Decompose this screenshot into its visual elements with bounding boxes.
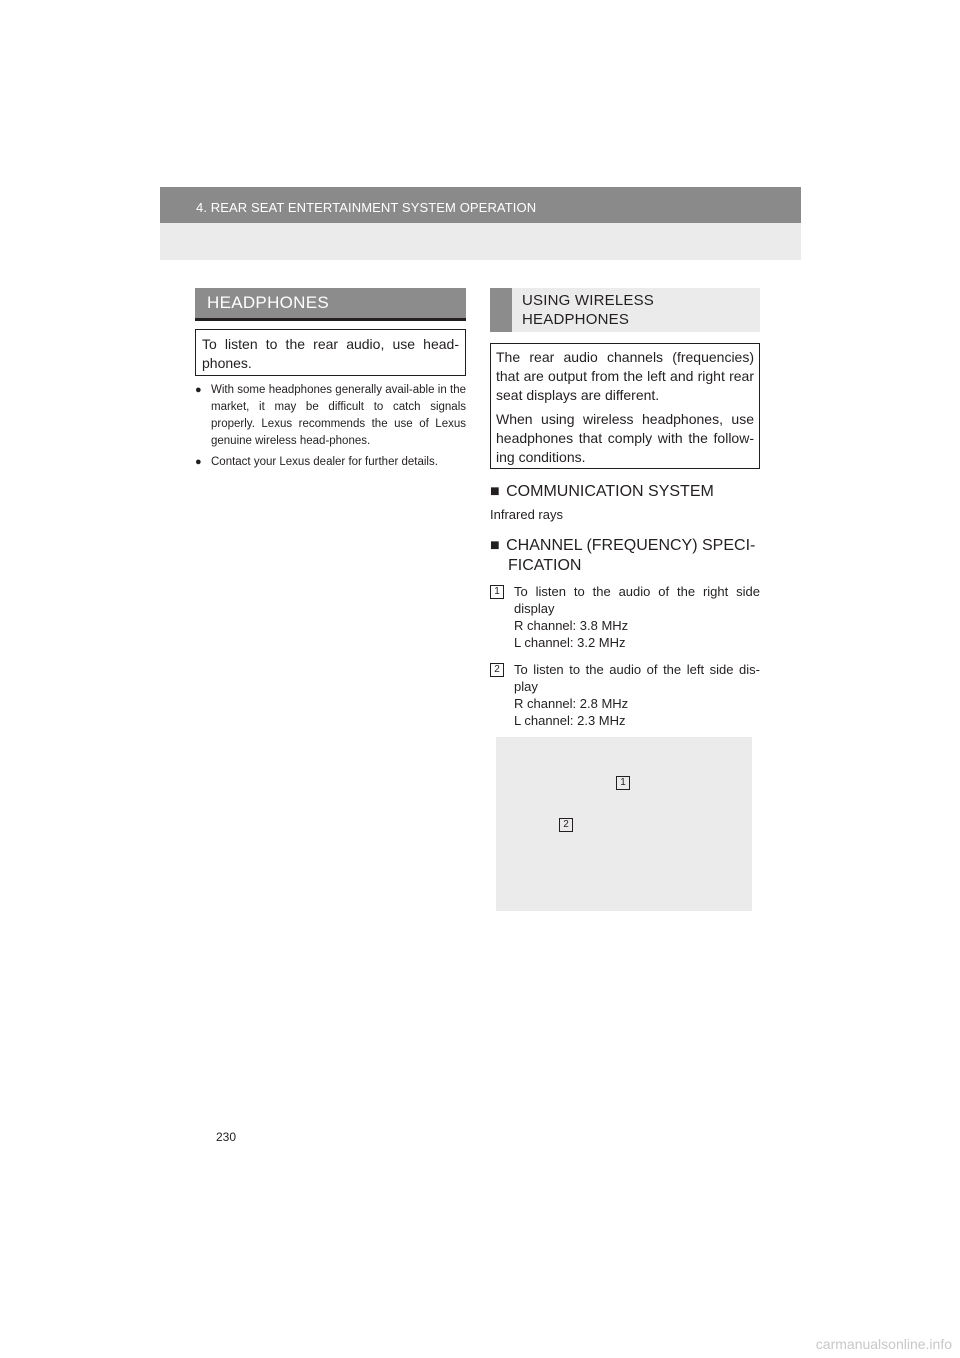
intro-paragraph-2: When using wireless headphones, use headphones that comply with the follow-ing conditions. [496, 411, 754, 465]
bullet-icon: ● [195, 384, 202, 396]
heading-accent-bar [490, 288, 512, 332]
channel-item-1 [490, 583, 760, 651]
heading-line-2: HEADPHONES [522, 311, 630, 328]
bullet-item [195, 454, 466, 471]
bullet-item [195, 382, 466, 450]
section-heading-text: HEADPHONES [207, 293, 330, 312]
channel-item-l: L channel: 2.3 MHz [514, 713, 626, 728]
subheading-line-2: FICATION [508, 557, 582, 574]
section-heading-text [522, 291, 654, 329]
page-number: 230 [216, 1130, 237, 1144]
intro-box-wireless [490, 343, 760, 469]
number-label: 1 [490, 585, 504, 599]
square-bullet-icon: ■ [490, 537, 500, 554]
channel-item-title: To listen to the audio of the right side display [514, 584, 760, 616]
bullet-list [195, 382, 466, 475]
channel-item-title: To listen to the audio of the left side dis-play [514, 662, 760, 694]
channel-item-r: R channel: 3.8 MHz [514, 618, 629, 633]
subheading-communication [490, 482, 765, 502]
header-band [160, 187, 801, 260]
communication-value: Infrared rays [490, 507, 563, 522]
section-heading-headphones [195, 288, 466, 321]
watermark: carmanualsonline.info [815, 1336, 952, 1352]
intro-box-headphones [195, 329, 466, 376]
square-bullet-icon: ■ [490, 483, 500, 500]
intro-paragraph-1: The rear audio channels (frequencies) that are output from the left and right rear seat displays are different. [496, 349, 754, 403]
channel-item-2 [490, 661, 760, 729]
subheading-channel [490, 536, 765, 576]
heading-line-1: USING WIRELESS [522, 292, 654, 309]
subheading-text: COMMUNICATION SYSTEM [506, 483, 714, 500]
figure-label-2: 2 [559, 818, 573, 832]
section-heading-wireless [490, 288, 760, 332]
number-label: 2 [490, 663, 504, 677]
chapter-title: 4. REAR SEAT ENTERTAINMENT SYSTEM OPERATION [196, 200, 537, 215]
channel-item-r: R channel: 2.8 MHz [514, 696, 629, 711]
bullet-text: With some headphones generally avail-able in the market, it may be difficult to catch signals properly. Lexus recommends the use of Lexus genuine wireless head-phones. [211, 384, 466, 447]
illustration-figure [496, 737, 752, 911]
header-strip [160, 187, 801, 223]
subheading-line-1: CHANNEL (FREQUENCY) SPECI- [506, 537, 756, 554]
bullet-text: Contact your Lexus dealer for further details. [211, 456, 438, 468]
intro-text: To listen to the rear audio, use head-phones. [202, 336, 459, 371]
figure-label-1: 1 [616, 776, 630, 790]
bullet-icon: ● [195, 456, 202, 468]
channel-item-l: L channel: 3.2 MHz [514, 635, 626, 650]
